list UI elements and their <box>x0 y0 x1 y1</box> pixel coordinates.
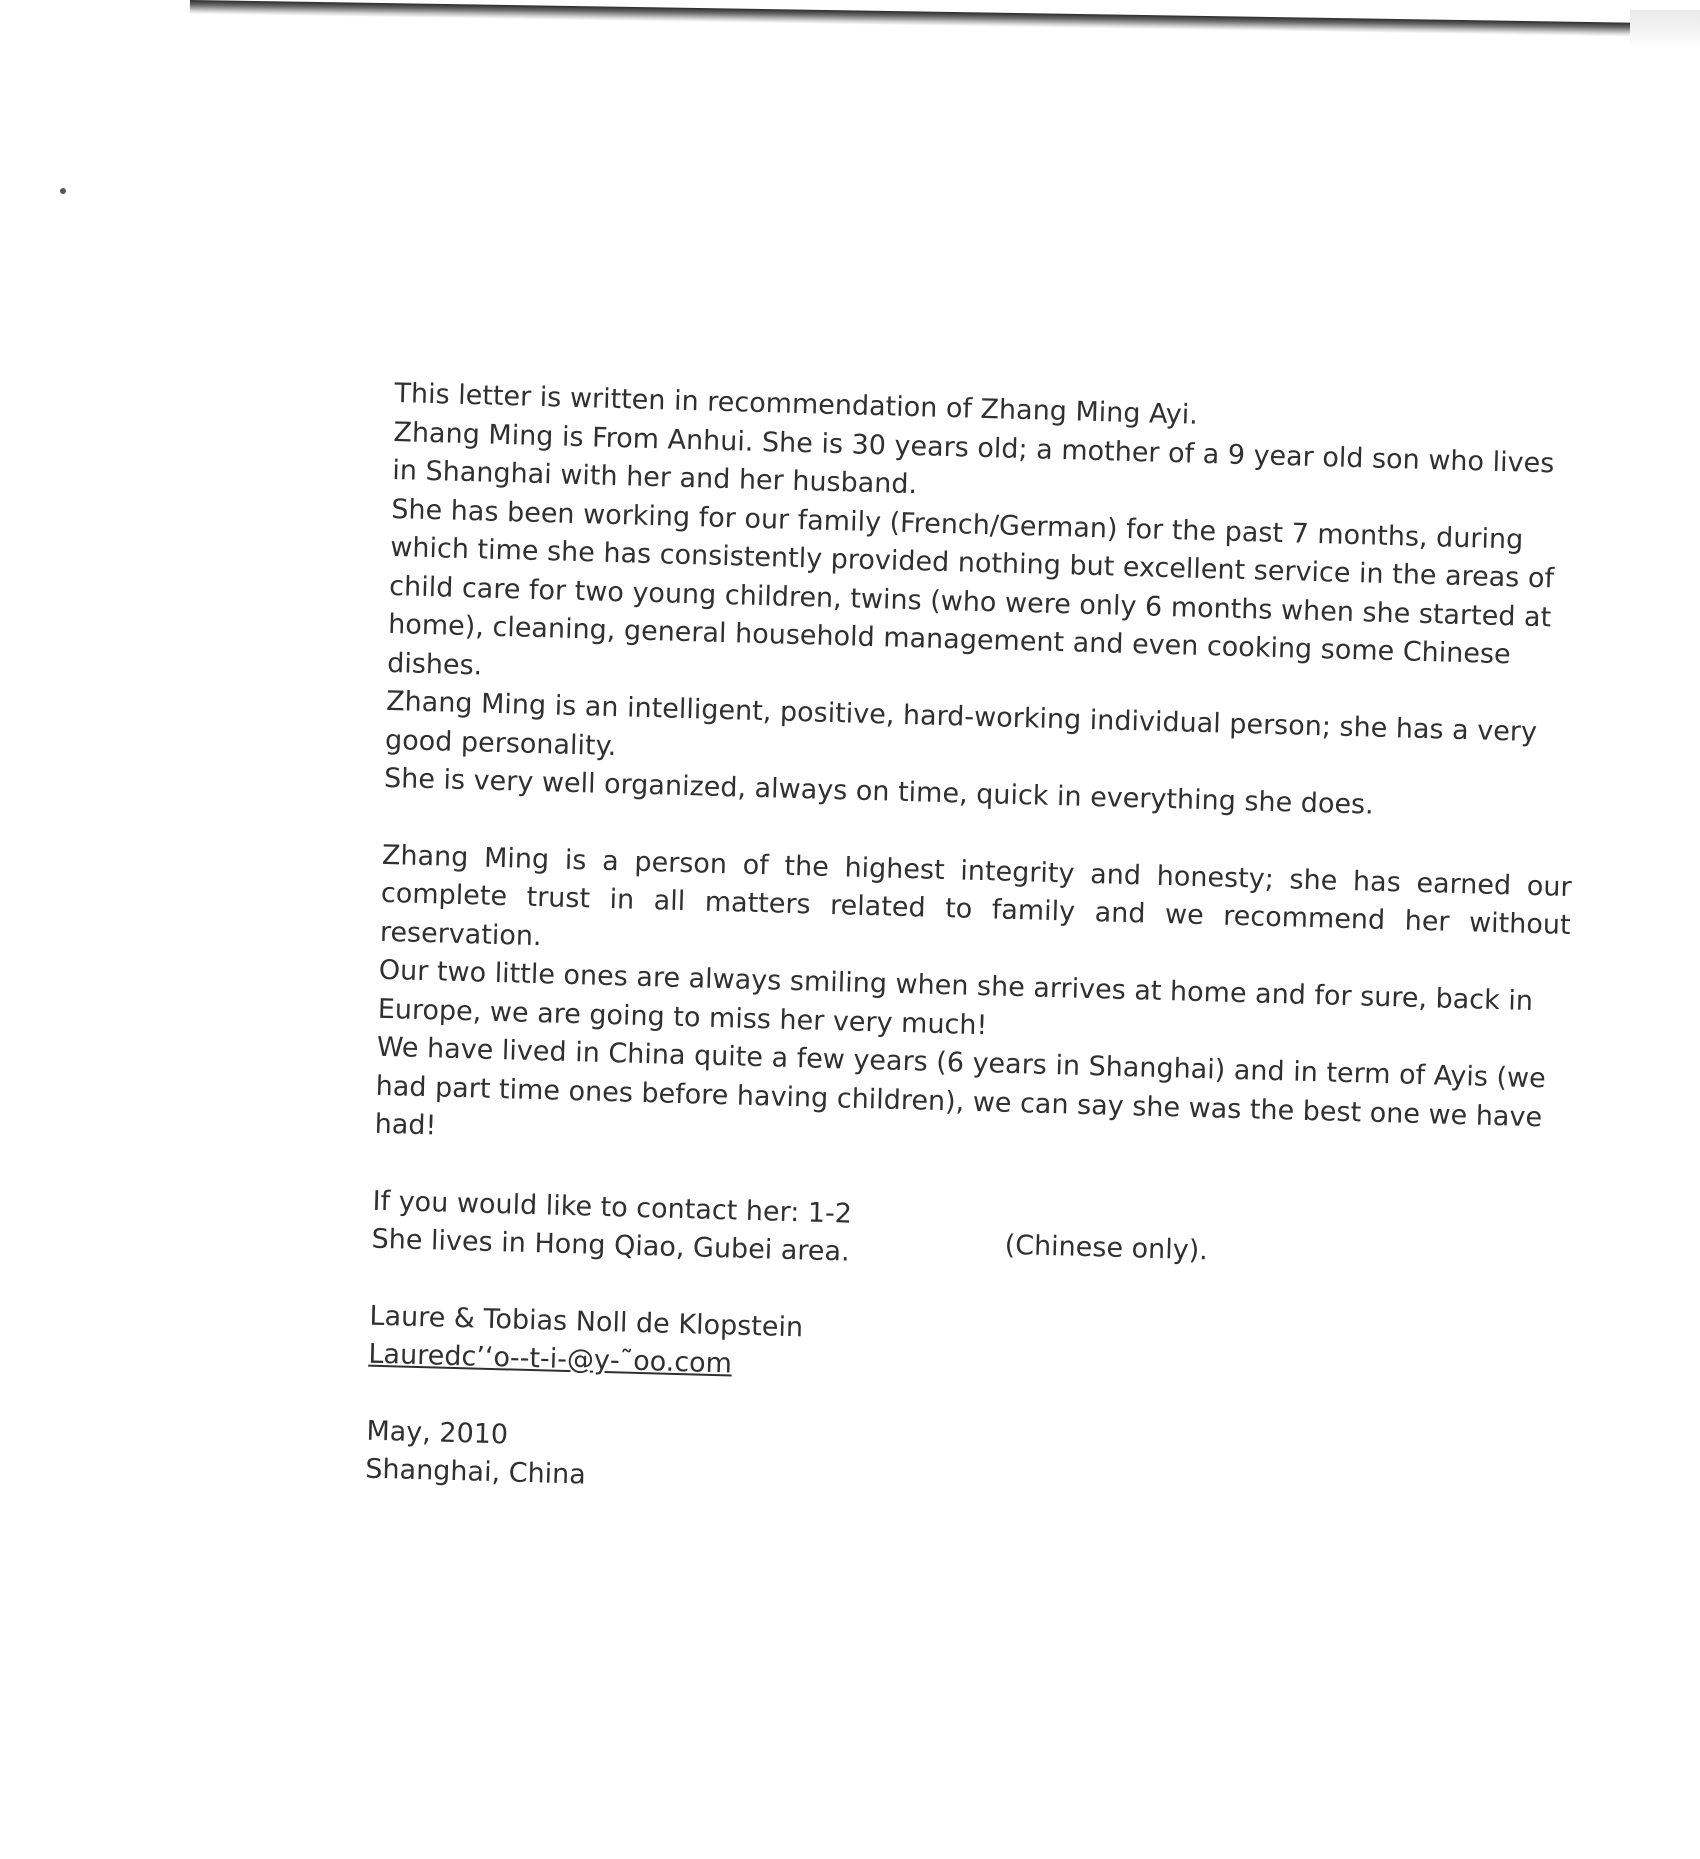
signature-names: Laure & Tobias Noll de Klopstein <box>369 1300 804 1343</box>
letter-character: Zhang Ming is an intelligent, positive, hard-working individual person; she has a very good personality. <box>384 685 1538 762</box>
scan-shadow-edge <box>190 0 1700 38</box>
letter-integrity: Zhang Ming is a person of the highest integrity and honesty; she has earned our complete trust in all matters related to family and we recommend her without reservation. <box>379 839 1573 952</box>
scan-shadow-corner <box>1630 10 1700 50</box>
email-address: Lauredc’‘o‐‐t‐i‐@y‐˜oo.com <box>368 1338 733 1380</box>
contact-label: If you would like to contact her: 1-2 <box>372 1185 853 1230</box>
contact-note: (Chinese only). <box>1004 1229 1209 1266</box>
recommendation-letter <box>365 375 1585 1521</box>
letter-kids: Our two little ones are always smiling when she arrives at home and for sure, back in Europe, we are going to miss her very much! <box>377 954 1534 1041</box>
scan-speck <box>60 188 66 194</box>
letter-intro: This letter is written in recommendation of Zhang Ming Ayi. <box>394 377 1199 431</box>
letter-organized: She is very well organized, always on time, quick in everything she does. <box>383 762 1375 821</box>
letter-place: Shanghai, China <box>364 1453 587 1491</box>
contact-location: She lives in Hong Qiao, Gubei area. <box>371 1223 851 1268</box>
letter-bio: Zhang Ming is From Anhui. She is 30 years old; a mother of a 9 year old son who lives in Shanghai with her and her husband. <box>391 416 1555 501</box>
letter-work: She has been working for our family (French/German) for the past 7 months, during which time she has consistently provided nothing but excellent service in the areas of child care for two young children, twins (who were only 6 months when she started at home), cleaning, general household management and even cooking some Chinese dishes. <box>386 493 1555 681</box>
letter-date: May, 2010 <box>366 1415 509 1450</box>
letter-experience: We have lived in China quite a few years (6 years in Shanghai) and in term of Ayis (we had part time ones before having children), we can say she was the best one we have had! <box>374 1031 1547 1142</box>
